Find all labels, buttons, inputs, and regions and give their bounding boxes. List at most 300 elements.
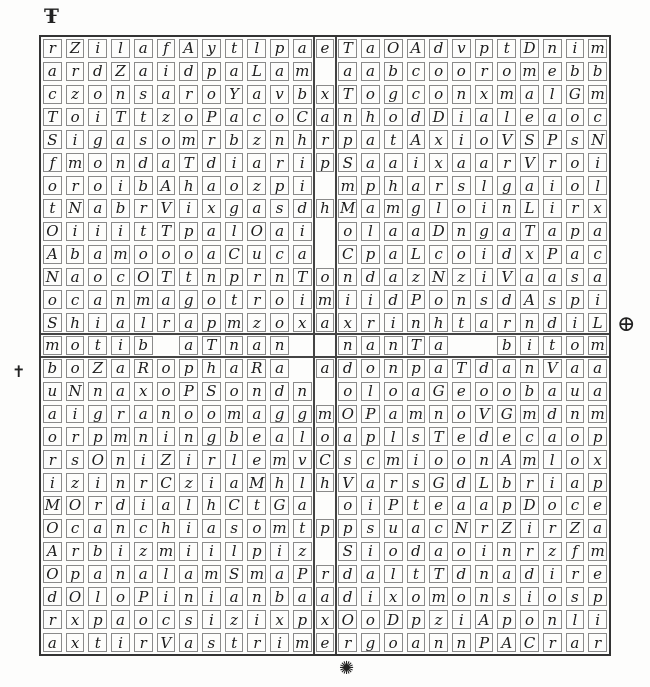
grid-cell: o	[155, 380, 178, 403]
grid-cell: a	[405, 174, 428, 197]
grid-cell: i	[86, 220, 109, 243]
grid-cell: O	[336, 403, 359, 426]
grid-cell: o	[359, 357, 382, 380]
grid-cell: a	[41, 631, 64, 654]
grid-cell: n	[382, 334, 405, 357]
grid-cell: a	[405, 517, 428, 540]
grid-cell: b	[109, 197, 132, 220]
grid-cell: o	[200, 288, 223, 311]
grid-cell: x	[427, 151, 450, 174]
grid-cell: O	[41, 220, 64, 243]
grid-cell: n	[564, 403, 587, 426]
grid-cell	[450, 334, 473, 357]
grid-cell: r	[245, 288, 268, 311]
grid-cell: m	[177, 128, 200, 151]
grid-cell: L	[518, 197, 541, 220]
grid-cell: t	[86, 334, 109, 357]
grid-cell: a	[586, 357, 609, 380]
grid-cell: m	[64, 151, 87, 174]
grid-cell: d	[359, 266, 382, 289]
grid-cell: i	[473, 266, 496, 289]
grid-cell: t	[405, 563, 428, 586]
grid-cell: i	[586, 151, 609, 174]
grid-cell: A	[495, 631, 518, 654]
grid-cell: N	[64, 380, 87, 403]
grid-cell: r	[541, 631, 564, 654]
grid-cell: i	[177, 448, 200, 471]
grid-cell: e	[314, 631, 337, 654]
grid-cell: o	[336, 380, 359, 403]
grid-cell: a	[405, 631, 428, 654]
grid-cell: o	[86, 266, 109, 289]
grid-cell: a	[518, 266, 541, 289]
grid-cell: o	[427, 288, 450, 311]
grid-cell: D	[427, 220, 450, 243]
grid-cell	[473, 334, 496, 357]
grid-cell: a	[268, 357, 291, 380]
grid-cell: n	[86, 380, 109, 403]
grid-cell: n	[155, 403, 178, 426]
grid-cell: n	[382, 357, 405, 380]
grid-cell: a	[359, 197, 382, 220]
grid-cell: O	[41, 563, 64, 586]
grid-cell: d	[291, 197, 314, 220]
grid-cell: z	[64, 83, 87, 106]
grid-cell: T	[450, 357, 473, 380]
grid-cell: r	[64, 174, 87, 197]
grid-cell: c	[564, 494, 587, 517]
right-seal-icon: ⊕	[617, 312, 636, 337]
grid-cell: l	[291, 425, 314, 448]
grid-cell: a	[450, 494, 473, 517]
grid-cell: i	[64, 220, 87, 243]
grid-cell: T	[427, 563, 450, 586]
grid-cell: h	[359, 106, 382, 129]
grid-cell: c	[518, 425, 541, 448]
grid-cell: A	[155, 174, 178, 197]
grid-cell: i	[291, 288, 314, 311]
grid-cell: i	[564, 37, 587, 60]
grid-cell: a	[291, 585, 314, 608]
grid-cell: V	[336, 471, 359, 494]
grid-cell: i	[359, 585, 382, 608]
grid-cell: G	[427, 471, 450, 494]
grid-cell: r	[200, 448, 223, 471]
grid-cell: i	[177, 197, 200, 220]
grid-cell: o	[450, 197, 473, 220]
grid-cell: p	[359, 243, 382, 266]
grid-cell: i	[405, 151, 428, 174]
grid-cell: o	[336, 220, 359, 243]
grid-cell: u	[564, 380, 587, 403]
grid-cell: m	[314, 403, 337, 426]
grid-cell: A	[473, 608, 496, 631]
grid-cell: a	[314, 106, 337, 129]
grid-cell: a	[495, 220, 518, 243]
grid-cell: i	[177, 517, 200, 540]
grid-cell: a	[382, 220, 405, 243]
grid-cell: e	[518, 106, 541, 129]
grid-cell	[314, 174, 337, 197]
grid-cell: s	[336, 448, 359, 471]
grid-cell: a	[359, 471, 382, 494]
grid-cell: s	[268, 197, 291, 220]
grid-cell: i	[541, 471, 564, 494]
grid-cell: i	[518, 517, 541, 540]
grid-cell: o	[450, 243, 473, 266]
grid-cell: e	[450, 380, 473, 403]
grid-cell: s	[64, 448, 87, 471]
grid-cell: Y	[223, 83, 246, 106]
grid-cell: l	[564, 608, 587, 631]
grid-cell: n	[473, 448, 496, 471]
grid-cell: a	[132, 37, 155, 60]
grid-cell: a	[450, 151, 473, 174]
grid-cell: O	[245, 220, 268, 243]
letter-grid	[39, 35, 611, 656]
grid-cell: r	[495, 151, 518, 174]
grid-cell: a	[223, 106, 246, 129]
grid-cell: o	[64, 106, 87, 129]
grid-cell: A	[41, 540, 64, 563]
grid-cell: P	[359, 403, 382, 426]
grid-cell: T	[177, 151, 200, 174]
grid-cell: d	[450, 563, 473, 586]
grid-cell: t	[495, 37, 518, 60]
grid-cell: o	[405, 585, 428, 608]
grid-cell: T	[109, 106, 132, 129]
grid-cell: o	[450, 585, 473, 608]
grid-cell: a	[155, 494, 178, 517]
grid-cell: p	[223, 266, 246, 289]
grid-cell: a	[359, 60, 382, 83]
grid-cell: g	[495, 174, 518, 197]
grid-cell: p	[64, 563, 87, 586]
grid-cell: o	[473, 380, 496, 403]
grid-cell: s	[473, 288, 496, 311]
grid-cell: a	[382, 266, 405, 289]
grid-cell: p	[177, 357, 200, 380]
grid-cell: a	[268, 60, 291, 83]
grid-cell: O	[86, 448, 109, 471]
grid-cell: x	[132, 380, 155, 403]
grid-cell: r	[314, 128, 337, 151]
grid-cell: n	[336, 266, 359, 289]
grid-cell: o	[223, 174, 246, 197]
grid-cell: o	[86, 83, 109, 106]
grid-cell: p	[268, 174, 291, 197]
grid-cell: a	[382, 243, 405, 266]
grid-cell: r	[495, 311, 518, 334]
grid-cell: p	[495, 608, 518, 631]
grid-cell: i	[359, 494, 382, 517]
grid-cell: t	[132, 220, 155, 243]
grid-cell: d	[336, 357, 359, 380]
grid-cell: e	[245, 448, 268, 471]
grid-cell: Z	[86, 357, 109, 380]
grid-cell: i	[109, 174, 132, 197]
grid-cell: m	[518, 403, 541, 426]
grid-cell: i	[223, 151, 246, 174]
grid-cell: h	[64, 311, 87, 334]
grid-cell: p	[177, 220, 200, 243]
grid-cell: i	[109, 540, 132, 563]
grid-cell: a	[518, 83, 541, 106]
grid-cell: T	[518, 220, 541, 243]
grid-cell: p	[586, 425, 609, 448]
grid-cell	[314, 220, 337, 243]
grid-cell: b	[268, 585, 291, 608]
grid-cell: M	[41, 494, 64, 517]
grid-cell: a	[541, 106, 564, 129]
grid-cell: n	[495, 540, 518, 563]
grid-cell: a	[132, 563, 155, 586]
grid-cell: n	[450, 83, 473, 106]
grid-cell: a	[564, 631, 587, 654]
grid-cell: m	[518, 60, 541, 83]
grid-cell: Z	[495, 517, 518, 540]
grid-cell: s	[495, 585, 518, 608]
grid-cell: a	[223, 357, 246, 380]
grid-cell: z	[427, 608, 450, 631]
grid-cell: r	[64, 60, 87, 83]
grid-cell: o	[518, 608, 541, 631]
grid-cell: Z	[64, 37, 87, 60]
grid-cell: m	[41, 334, 64, 357]
grid-cell: T	[405, 334, 428, 357]
grid-cell: b	[495, 334, 518, 357]
grid-cell: D	[518, 494, 541, 517]
grid-cell: o	[564, 448, 587, 471]
grid-cell: m	[495, 83, 518, 106]
grid-cell: z	[450, 266, 473, 289]
grid-cell: r	[41, 37, 64, 60]
grid-cell	[155, 334, 178, 357]
grid-cell: d	[405, 106, 428, 129]
grid-cell: d	[495, 243, 518, 266]
grid-cell: a	[541, 266, 564, 289]
grid-cell: b	[495, 471, 518, 494]
grid-cell: l	[359, 380, 382, 403]
grid-cell: m	[586, 403, 609, 426]
grid-cell: p	[86, 608, 109, 631]
grid-cell: d	[382, 288, 405, 311]
grid-cell: a	[223, 471, 246, 494]
grid-cell: i	[291, 220, 314, 243]
grid-cell: a	[586, 380, 609, 403]
grid-cell: d	[541, 311, 564, 334]
grid-cell: r	[541, 517, 564, 540]
grid-cell: a	[245, 334, 268, 357]
grid-cell: a	[223, 585, 246, 608]
grid-cell: L	[473, 471, 496, 494]
grid-cell: d	[177, 60, 200, 83]
grid-cell: i	[41, 471, 64, 494]
grid-cell: e	[245, 425, 268, 448]
grid-cell: a	[268, 220, 291, 243]
grid-cell: i	[64, 128, 87, 151]
grid-cell: o	[450, 448, 473, 471]
grid-cell: o	[382, 106, 405, 129]
grid-cell: n	[518, 311, 541, 334]
grid-cell: i	[564, 311, 587, 334]
grid-cell: C	[518, 631, 541, 654]
grid-cell: A	[495, 448, 518, 471]
grid-cell: m	[382, 448, 405, 471]
grid-cell: o	[155, 357, 178, 380]
grid-cell: n	[200, 266, 223, 289]
grid-cell: T	[427, 425, 450, 448]
grid-cell: i	[518, 585, 541, 608]
grid-cell: m	[245, 563, 268, 586]
grid-cell: s	[132, 83, 155, 106]
grid-cell: t	[41, 197, 64, 220]
grid-cell: p	[586, 471, 609, 494]
grid-cell: z	[245, 311, 268, 334]
grid-cell: a	[41, 403, 64, 426]
grid-cell: t	[405, 494, 428, 517]
grid-cell: z	[64, 471, 87, 494]
grid-cell: d	[268, 380, 291, 403]
grid-cell: a	[86, 243, 109, 266]
grid-cell: r	[586, 631, 609, 654]
grid-cell: o	[450, 540, 473, 563]
grid-cell: n	[541, 608, 564, 631]
grid-cell: i	[155, 585, 178, 608]
grid-cell: i	[268, 540, 291, 563]
grid-cell: m	[336, 174, 359, 197]
grid-cell: a	[109, 311, 132, 334]
grid-cell: n	[268, 334, 291, 357]
grid-cell: P	[382, 494, 405, 517]
grid-cell: n	[495, 197, 518, 220]
grid-cell: u	[382, 517, 405, 540]
grid-cell: a	[427, 357, 450, 380]
grid-cell: n	[109, 151, 132, 174]
grid-cell: a	[268, 425, 291, 448]
grid-cell: a	[405, 380, 428, 403]
grid-cell: C	[155, 471, 178, 494]
grid-cell: a	[541, 425, 564, 448]
grid-cell: o	[268, 311, 291, 334]
grid-cell: v	[291, 448, 314, 471]
grid-cell: R	[132, 357, 155, 380]
grid-cell: r	[268, 151, 291, 174]
grid-cell: n	[109, 288, 132, 311]
grid-cell: o	[268, 106, 291, 129]
grid-cell: a	[564, 471, 587, 494]
grid-cell: r	[64, 425, 87, 448]
grid-cell: n	[450, 631, 473, 654]
grid-cell: b	[291, 83, 314, 106]
grid-cell: a	[132, 403, 155, 426]
grid-cell: a	[495, 357, 518, 380]
grid-cell: z	[245, 174, 268, 197]
grid-cell: a	[541, 380, 564, 403]
grid-cell: a	[177, 631, 200, 654]
grid-cell	[314, 380, 337, 403]
grid-cell: a	[314, 311, 337, 334]
grid-cell: o	[132, 608, 155, 631]
grid-cell: n	[450, 220, 473, 243]
grid-cell: a	[314, 357, 337, 380]
grid-cell: m	[223, 311, 246, 334]
grid-cell: p	[564, 220, 587, 243]
horizontal-divider	[41, 356, 609, 358]
grid-cell: h	[177, 174, 200, 197]
grid-cell: s	[132, 128, 155, 151]
grid-cell: b	[223, 425, 246, 448]
grid-cell: o	[155, 128, 178, 151]
grid-cell: i	[155, 60, 178, 83]
grid-cell: o	[427, 60, 450, 83]
grid-cell: a	[177, 334, 200, 357]
grid-cell: m	[586, 83, 609, 106]
grid-cell: x	[336, 311, 359, 334]
bottom-star-icon: ✺	[339, 658, 355, 679]
grid-cell: i	[450, 106, 473, 129]
grid-cell: x	[382, 585, 405, 608]
grid-cell: i	[86, 471, 109, 494]
grid-cell	[291, 357, 314, 380]
grid-cell: s	[564, 266, 587, 289]
grid-cell: g	[382, 83, 405, 106]
grid-cell: a	[245, 403, 268, 426]
grid-cell: V	[495, 266, 518, 289]
grid-cell: h	[200, 494, 223, 517]
grid-cell	[314, 540, 337, 563]
grid-cell: o	[223, 380, 246, 403]
grid-cell: x	[314, 83, 337, 106]
grid-cell: V	[473, 403, 496, 426]
grid-cell: m	[586, 540, 609, 563]
grid-cell: m	[427, 585, 450, 608]
grid-cell: l	[109, 37, 132, 60]
grid-cell: r	[564, 197, 587, 220]
grid-cell: o	[473, 128, 496, 151]
grid-cell: r	[86, 494, 109, 517]
grid-cell: r	[473, 60, 496, 83]
grid-cell: c	[427, 517, 450, 540]
grid-cell: a	[86, 288, 109, 311]
grid-cell: G	[564, 83, 587, 106]
grid-cell: o	[41, 288, 64, 311]
grid-cell: m	[314, 288, 337, 311]
grid-cell: e	[495, 425, 518, 448]
grid-cell: b	[41, 357, 64, 380]
grid-cell: x	[518, 243, 541, 266]
grid-cell: l	[382, 563, 405, 586]
grid-cell: g	[86, 403, 109, 426]
grid-cell: a	[109, 608, 132, 631]
grid-cell: n	[177, 585, 200, 608]
grid-cell: i	[541, 174, 564, 197]
grid-cell: D	[518, 37, 541, 60]
grid-cell: D	[427, 106, 450, 129]
grid-cell: d	[41, 585, 64, 608]
grid-cell: a	[200, 517, 223, 540]
grid-cell: s	[177, 608, 200, 631]
grid-cell: i	[382, 311, 405, 334]
grid-cell: d	[405, 540, 428, 563]
grid-cell: o	[314, 266, 337, 289]
grid-cell: S	[223, 563, 246, 586]
grid-cell: i	[132, 494, 155, 517]
grid-cell: a	[155, 83, 178, 106]
grid-cell: e	[450, 425, 473, 448]
grid-cell: s	[450, 174, 473, 197]
grid-cell: l	[132, 311, 155, 334]
